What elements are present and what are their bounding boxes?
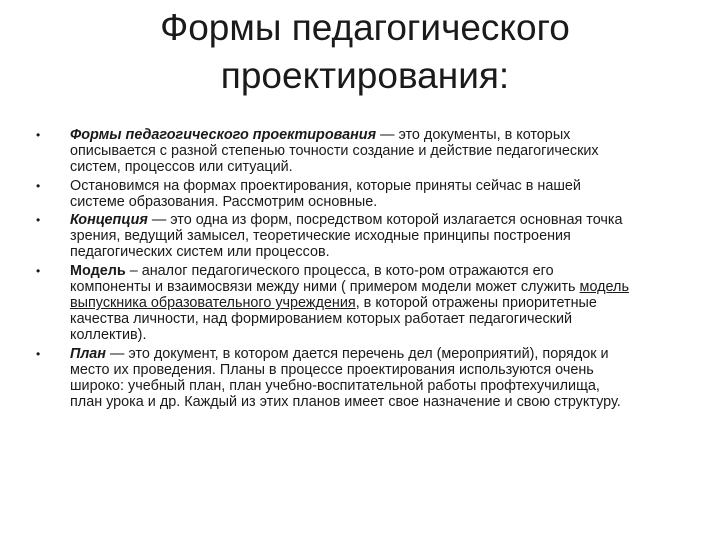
bullet-term: Концепция (70, 212, 148, 229)
bullet-dot: • (36, 178, 41, 193)
slide-title (60, 4, 670, 100)
bullet-text: – аналог педагогического процесса, в кото-ром отражаются его компоненты и взаимосвязи между ними ( примером модели может служить (70, 262, 580, 295)
bullet-text: — это документ, в котором дается перечень дел (мероприятий), порядок и место их проведения. Планы в процессе проектирования используются очень широко: учебный план, план учебно-воспитательной работы профтехучилища, план урока и др. Каждый из этих планов имеет свое назначение и свою структуру. (70, 345, 621, 411)
bullet-item-model (36, 263, 636, 344)
bullet-text-continued: , в которой отражены приоритетные качества личности, над формированием которых работает педагогический коллектив). (70, 295, 597, 344)
bullet-text: Остановимся на формах проектирования, которые приняты сейчас в нашей системе образования. Рассмотрим основные. (70, 177, 581, 210)
bullet-item-concept (36, 212, 636, 261)
bullet-term: План (70, 345, 106, 362)
bullet-dot: • (36, 346, 41, 361)
slide-title-line-1: Формы педагогического (160, 7, 570, 48)
underlined-phrase: модель выпускника образовательного учреждения (70, 278, 629, 312)
bullet-term: Модель (70, 262, 126, 279)
bullet-term: Формы педагогического проектирования (70, 127, 377, 143)
slide-title-line-2: проектирования: (220, 55, 510, 96)
bullet-dot: • (36, 128, 41, 142)
bullet-item-overview (36, 178, 636, 210)
bullet-dot: • (36, 263, 41, 278)
bullet-dot: • (36, 213, 41, 228)
bullet-item-forms (36, 127, 636, 176)
bullet-text: — это одна из форм, посредством которой излагается основная точка зрения, ведущий замысел, теоретические исходные принципы построения педагогических систем или процессов. (70, 212, 623, 261)
bullet-list (36, 127, 636, 412)
bullet-item-plan (36, 346, 636, 411)
bullet-text: — это документы, в которых описывается с разной степенью точности создание и действие педагогических систем, процессов или ситуаций. (70, 127, 599, 176)
